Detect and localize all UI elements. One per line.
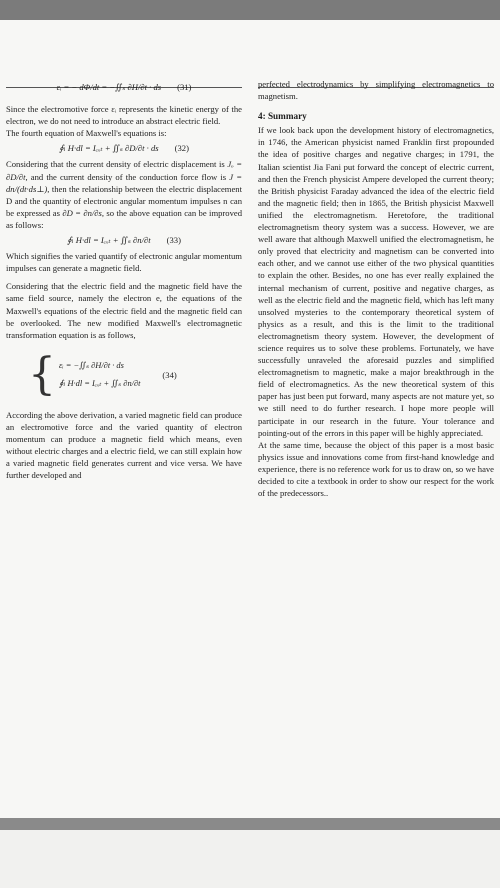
paragraph-fourth-equation: The fourth equation of Maxwell's equations is: — [6, 128, 167, 139]
equation-33 — [6, 234, 242, 246]
paragraph-current-density-part-b: , and the current density of the conduction force flow is — [25, 171, 227, 182]
paragraph-derivation: According the above derivation, a varied magnetic field can produce an electromotive force and the varied quantity of electron momentum can produce a magnetic field which means, even without electric charges and a electric field, we can still explain how a varied magnetic field generates current and vice versa. We have further developed and — [6, 409, 242, 481]
paragraph-perfected: perfected electrodynamics by simplifying electromagnetics to magnetism. — [258, 79, 494, 102]
equation-32-body: ∮ₗ H·dl = Iₑₓₜ + ∬ₛ ∂D/∂t · ds — [59, 143, 159, 154]
equation-34-lines — [59, 357, 140, 393]
paragraph-history: If we look back upon the development history of electromagnetics, in 1746, the American physicist named Franklin first propounded the idea of positive charges and negative charges; in 1791, the Italian scientist Jia Fani put forward the concept of electric current, and then the French physicist Ampere developed the current theory; the British physicist Faraday advanced the idea of the electric field and the magnetic field; then in 1865, the British physicist Maxwell unified the electromagnetism. Heretofore, the traditional electromagnetism theory system was a success. However, we are well aware that although Maxwell unified the electromagnetism, he only proved that electricity and magnetism can be converted into each other, and we cannot use either of the two physical quantities to explain the other. Besides, no one has ever really explained the internal mechanism of current, positive and negative charges, as well as the electric field and the magnetic field, which has left many unsolved mysteries to the contemporary theoretical system of physics as a result, and this is the limit to the traditional electromagnetism theory system. However, the development of science requires us to solve these problems. Fortunately, we have successfully unraveled the aforesaid puzzles and simplified electromagnetism to magnetic, make a major breakthrough in the field of electromagnetics. As the new theoretical system of this paper has just been put forward, many aspects are not mature yet, so we still need to do further research. I hope more people will participate in our research in the future. Your tolerance and pointing-out of the errors in this paper will be highly appreciated. — [258, 125, 494, 438]
paragraph-same-time: At the same time, because the object of this paper is a most basic physics issue and innovations come from first-hand knowledge and experience, there is no reference work for us to draw on, so we have decided to cite a textbook in order to show our respect for the work of the predecessors.. — [258, 439, 494, 499]
paragraph-current-density-part-a: Considering that the current density of electric displacement is — [6, 159, 225, 170]
equation-32-number: (32) — [174, 143, 189, 154]
paragraph-same-field-source: Considering that the electric field and the magnetic field have the same field source, namely the electron e, the equations of the Maxwell's equations of the electric field and the magnetic field can be overlooked. The new modified Maxwell's electromagnetic transformation equation is as follows, — [6, 281, 242, 340]
paper-page — [0, 20, 500, 818]
paragraph-signifies: Which signifies the varied quantify of electronic angular momentum impulses can generate a magnetic field. — [6, 251, 242, 274]
paragraph-emf: Since the electromotive force εᵢ represents the kinetic energy of the electron, we do not need to introduce an abstract electric field. — [6, 104, 242, 127]
equation-34 — [28, 348, 242, 400]
right-column — [258, 78, 494, 499]
paragraph-current-density-part-d: , so the above equation can be improved as follows: — [6, 207, 242, 230]
formula-j: J = dn/(dt·ds⊥) — [6, 171, 242, 194]
left-column — [6, 78, 242, 481]
formula-jd: Jₒ = ∂D/∂t — [6, 159, 242, 182]
equation-34-line-1: εᵢ = −∬ₛ ∂H/∂t · ds — [59, 360, 124, 370]
equation-31-number: (31) — [177, 82, 192, 92]
equation-33-number: (33) — [166, 235, 181, 246]
section-heading-summary: 4: Summary — [258, 111, 307, 122]
equation-31 — [6, 81, 242, 93]
equation-32 — [6, 142, 242, 154]
bottom-scroll-bar — [0, 818, 500, 830]
equation-33-body: ∮ₗ H·dl = Iₑₓₜ + ∬ₛ ∂n/∂t — [67, 235, 151, 246]
equation-34-number: (34) — [162, 369, 177, 380]
equation-34-brace: { — [28, 348, 56, 400]
formula-d: ∂D = ∂n/∂s — [62, 207, 102, 218]
paragraph-current-density — [6, 158, 242, 231]
equation-31-body: εᵢ = − dΦ/dt = −∬ₛ ∂H/∂t · ds — [56, 82, 162, 92]
top-scroll-bar — [0, 0, 500, 20]
paragraph-current-density-part-c: , then the relationship between the electric displacement D and the quantity of electronic angular momentum impulses n can be expressed as — [6, 183, 242, 218]
equation-34-line-2: ∮ₗ H·dl = Iₑₓₜ + ∬ₛ ∂n/∂t — [59, 378, 141, 388]
